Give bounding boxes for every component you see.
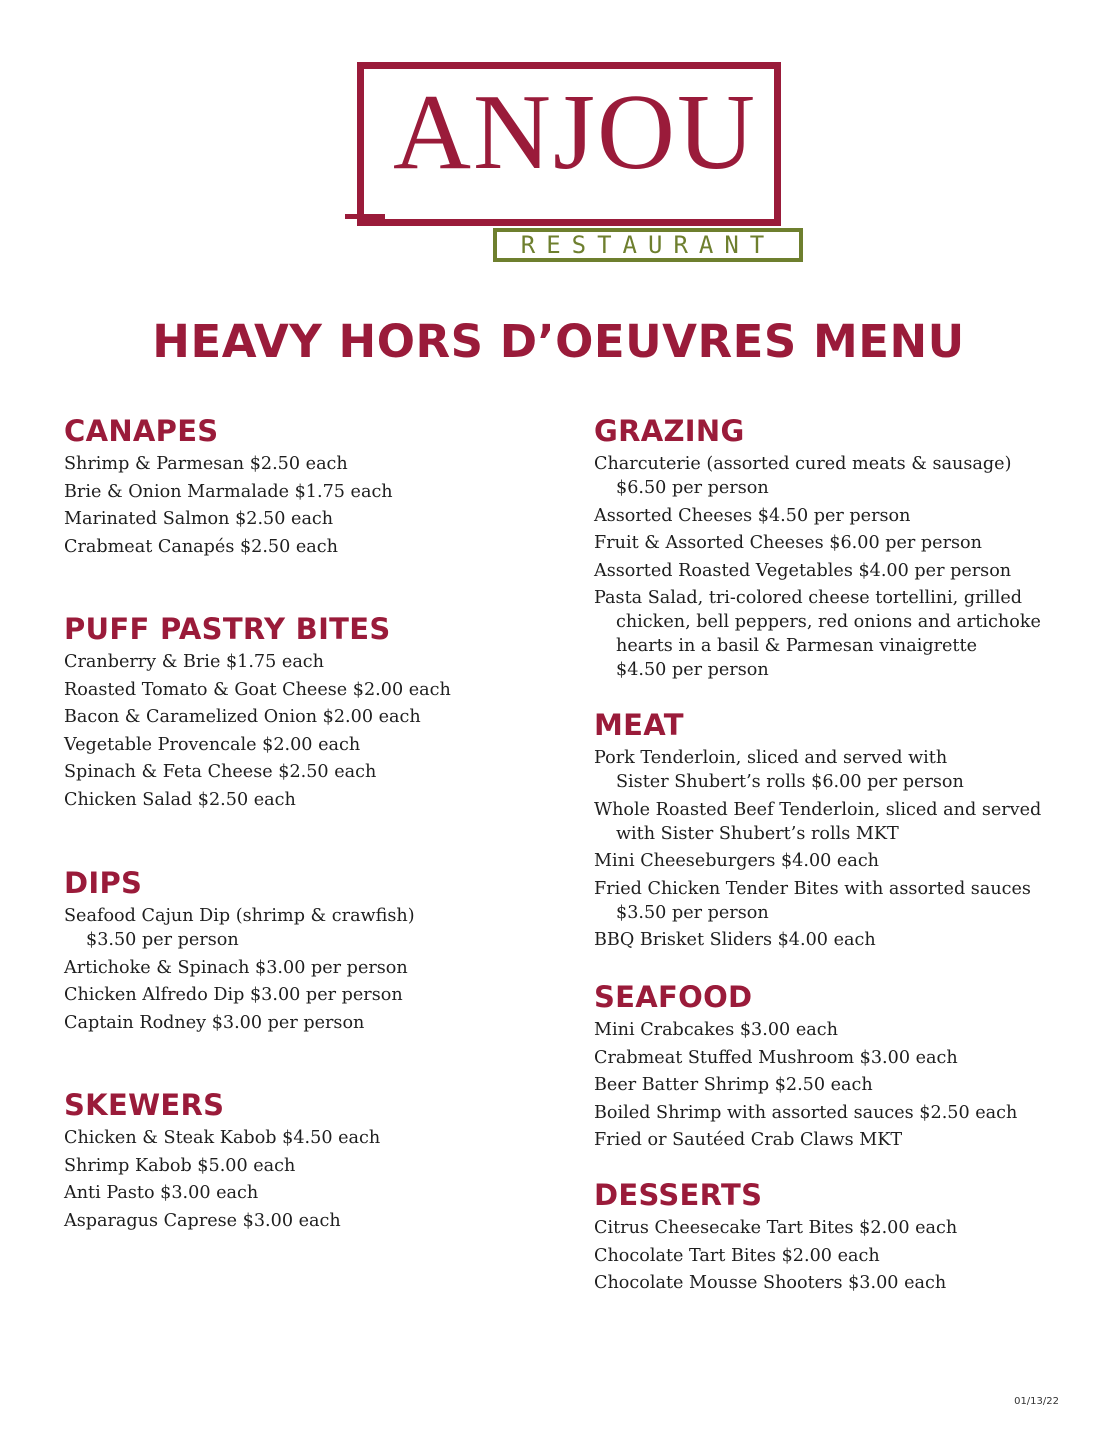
menu-item-line: Pork Tenderloin, sliced and served with	[594, 748, 948, 768]
menu-item: Marinated Salmon $2.50 each	[64, 509, 334, 529]
menu-item: Beer Batter Shrimp $2.50 each	[594, 1075, 873, 1095]
section-puff-pastry	[64, 610, 544, 815]
menu-item: Mini Crabcakes $3.00 each	[594, 1020, 838, 1040]
date-stamp: 01/13/22	[1014, 1396, 1059, 1407]
menu-item	[594, 798, 1064, 846]
menu-item-line: $3.50 per person	[86, 930, 239, 950]
menu-item: Assorted Cheeses $4.50 per person	[594, 505, 911, 526]
section-grazing	[594, 412, 1064, 686]
menu-item	[594, 586, 1064, 682]
menu-item-line: $6.50 per person	[616, 478, 769, 498]
menu-item: Assorted Roasted Vegetables $4.00 per person	[594, 560, 1012, 581]
menu-item: Shrimp & Parmesan $2.50 each	[64, 454, 348, 474]
menu-item	[64, 904, 544, 952]
menu-item: Boiled Shrimp with assorted sauces $2.50 each	[594, 1102, 1018, 1123]
menu-item: Captain Rodney $3.00 per person	[64, 1012, 365, 1033]
section-seafood	[594, 978, 1064, 1156]
menu-item: Bacon & Caramelized Onion $2.00 each	[64, 707, 421, 727]
menu-item: Citrus Cheesecake Tart Bites $2.00 each	[594, 1218, 958, 1238]
menu-item-line: Sister Shubert’s rolls $6.00 per person	[616, 772, 964, 792]
page-title: HEAVY HORS D’OEUVRES MENU	[152, 315, 965, 368]
menu-item: Chicken Salad $2.50 each	[64, 789, 296, 810]
section-heading: DESSERTS	[594, 1178, 763, 1212]
menu-item: Roasted Tomato & Goat Cheese $2.00 each	[64, 679, 451, 700]
logo-wordmark: ANJOU	[392, 73, 757, 192]
menu-item: Crabmeat Canapés $2.50 each	[64, 536, 338, 557]
menu-item: Vegetable Provencale $2.00 each	[64, 734, 361, 755]
section-heading: SEAFOOD	[594, 980, 753, 1014]
logo-subtitle: RESTAURANT	[493, 228, 803, 262]
menu-item-line: with Sister Shubert’s rolls MKT	[616, 823, 899, 844]
section-skewers	[64, 1086, 544, 1236]
menu-item: Brie & Onion Marmalade $1.75 each	[64, 481, 393, 502]
menu-item: Shrimp Kabob $5.00 each	[64, 1155, 296, 1176]
menu-item: Artichoke & Spinach $3.00 per person	[64, 957, 408, 978]
menu-item-line: hearts in a basil & Parmesan vinaigrette	[616, 636, 977, 656]
menu-item: Chocolate Mousse Shooters $3.00 each	[594, 1273, 947, 1293]
menu-item: BBQ Brisket Sliders $4.00 each	[594, 930, 876, 950]
section-heading: CANAPES	[64, 414, 219, 448]
menu-item: Crabmeat Stuffed Mushroom $3.00 each	[594, 1047, 958, 1068]
section-canapes	[64, 412, 544, 562]
section-heading: MEAT	[594, 708, 684, 742]
menu-item: Asparagus Caprese $3.00 each	[64, 1210, 341, 1231]
menu-item	[594, 452, 1064, 500]
menu-item: Chicken & Steak Kabob $4.50 each	[64, 1128, 381, 1148]
menu-item: Fruit & Assorted Cheeses $6.00 per person	[594, 533, 982, 553]
section-heading: DIPS	[64, 866, 143, 900]
menu-item-line: $3.50 per person	[616, 902, 769, 923]
menu-item: Anti Pasto $3.00 each	[64, 1183, 259, 1203]
section-desserts	[594, 1176, 1064, 1299]
menu-item-line: Seafood Cajun Dip (shrimp & crawfish)	[64, 906, 415, 926]
section-meat	[594, 706, 1064, 956]
logo-frame-stroke	[345, 214, 385, 219]
section-heading: SKEWERS	[64, 1088, 225, 1122]
menu-item	[594, 746, 1064, 794]
menu-item: Mini Cheeseburgers $4.00 each	[594, 851, 880, 871]
menu-item-line: $4.50 per person	[616, 660, 769, 680]
menu-item	[594, 877, 1064, 925]
menu-item: Cranberry & Brie $1.75 each	[64, 652, 324, 672]
menu-item-line: Pasta Salad, tri-colored cheese tortellini, grilled	[594, 588, 1023, 608]
menu-item-line: Charcuterie (assorted cured meats & sausage)	[594, 454, 1012, 474]
section-heading: GRAZING	[594, 414, 745, 448]
menu-item-line: chicken, bell peppers, red onions and artichoke	[616, 612, 1041, 632]
menu-item-line: Whole Roasted Beef Tenderloin, sliced and served	[594, 799, 1042, 820]
menu-item: Chocolate Tart Bites $2.00 each	[594, 1245, 880, 1266]
menu-item: Fried or Sautéed Crab Claws MKT	[594, 1130, 903, 1150]
section-dips	[64, 864, 544, 1038]
section-heading: PUFF PASTRY BITES	[64, 612, 391, 646]
restaurant-logo	[345, 58, 807, 268]
menu-item: Chicken Alfredo Dip $3.00 per person	[64, 985, 403, 1005]
menu-item-line: Fried Chicken Tender Bites with assorted sauces	[594, 878, 1031, 899]
menu-item: Spinach & Feta Cheese $2.50 each	[64, 762, 377, 782]
